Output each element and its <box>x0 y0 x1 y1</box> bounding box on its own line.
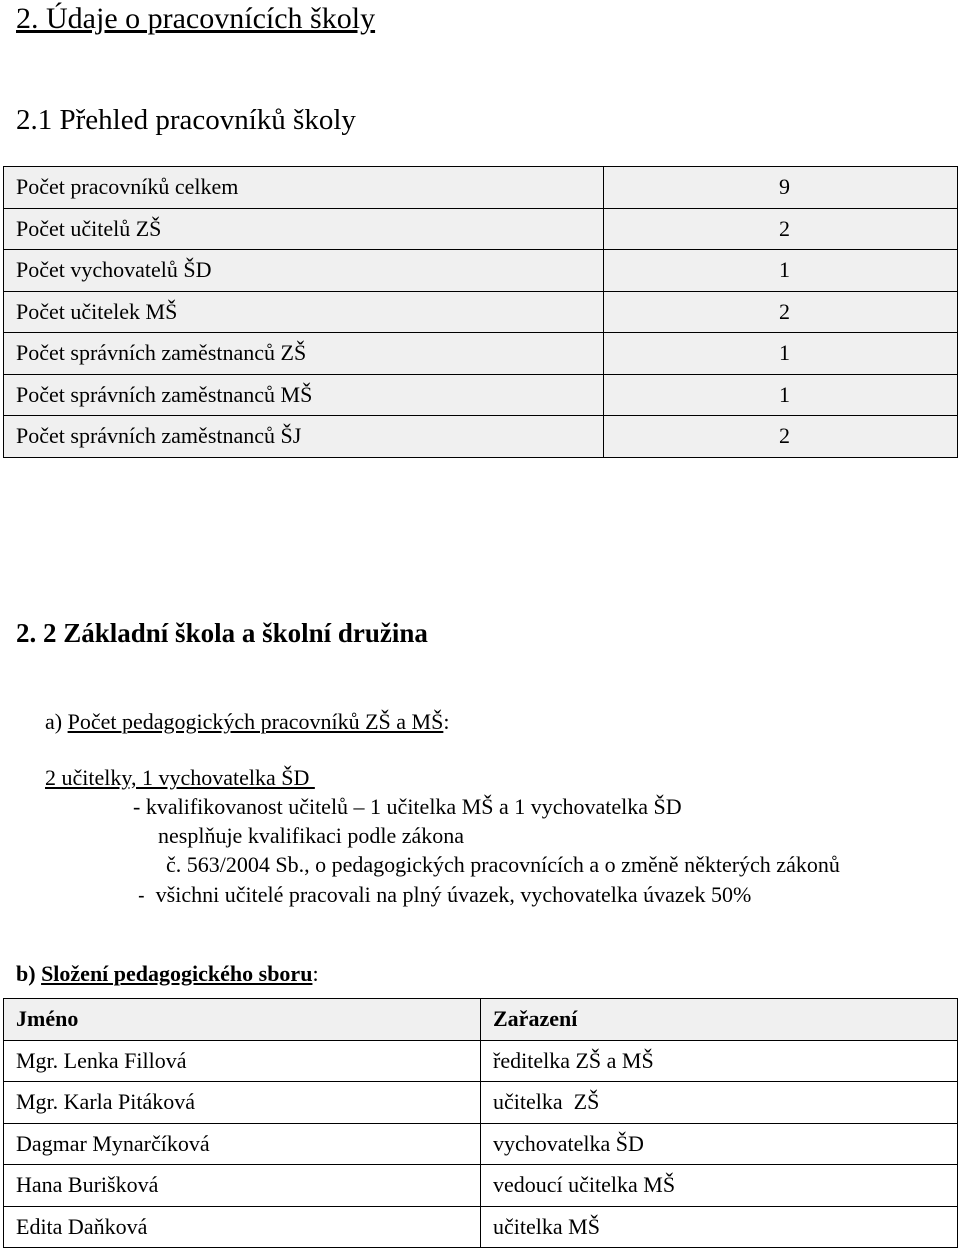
staff-role: ředitelka ZŠ a MŠ <box>481 1040 958 1082</box>
column-header-role: Zařazení <box>481 999 958 1041</box>
subsection-b-title: Složení pedagogického sboru <box>41 961 313 986</box>
subsection-b-heading <box>16 961 319 987</box>
staff-name: Edita Daňková <box>4 1206 481 1248</box>
subsection-b-prefix: b) <box>16 961 42 986</box>
staff-count-line: 2 učitelky, 1 vychovatelka ŠD <box>45 765 315 790</box>
law-title: , o pedagogických pracovnících a o změně některých zákonů <box>304 852 840 877</box>
table-row <box>4 416 958 458</box>
row-value: 9 <box>604 167 958 209</box>
page-heading: 2. Údaje o pracovnících školy <box>16 2 376 35</box>
row-value: 2 <box>604 291 958 333</box>
section-title-staff-overview: 2.1 Přehled pracovníků školy <box>16 104 356 136</box>
staff-name: Dagmar Mynarčíková <box>4 1123 481 1165</box>
row-label: Počet vychovatelů ŠD <box>4 250 604 292</box>
bullet-dash: - <box>138 885 145 907</box>
subsection-b-suffix: : <box>312 961 319 986</box>
staff-name: Mgr. Karla Pitáková <box>4 1082 481 1124</box>
law-reference-line <box>166 852 840 878</box>
table-row <box>4 208 958 250</box>
qualification-line: - kvalifikovanost učitelů – 1 učitelka MŠ a 1 vychovatelka ŠD <box>133 794 682 819</box>
subsection-a-suffix: : <box>443 709 450 734</box>
row-value: 2 <box>604 416 958 458</box>
subsection-a-heading <box>45 709 449 735</box>
row-label: Počet pracovníků celkem <box>4 167 604 209</box>
staff-name: Mgr. Lenka Fillová <box>4 1040 481 1082</box>
table-row <box>4 250 958 292</box>
table-header-row <box>4 999 958 1041</box>
row-value: 1 <box>604 374 958 416</box>
workload-line <box>138 882 751 908</box>
staff-role: učitelka ZŠ <box>481 1082 958 1124</box>
section-title-school: 2. 2 Základní škola a školní družina <box>16 618 428 648</box>
table-row <box>4 374 958 416</box>
subsection-a-title: Počet pedagogických pracovníků ZŠ a MŠ <box>67 709 444 734</box>
row-label: Počet správních zaměstnanců ŠJ <box>4 416 604 458</box>
table-row <box>4 1206 958 1248</box>
staff-name: Hana Burišková <box>4 1165 481 1207</box>
table-row <box>4 1165 958 1207</box>
subsection-a-prefix: a) <box>45 709 68 734</box>
table-row <box>4 167 958 209</box>
table-row <box>4 1082 958 1124</box>
row-value: 1 <box>604 333 958 375</box>
table-row <box>4 1040 958 1082</box>
staff-role: učitelka MŠ <box>481 1206 958 1248</box>
staff-role: vychovatelka ŠD <box>481 1123 958 1165</box>
table-row <box>4 333 958 375</box>
row-value: 1 <box>604 250 958 292</box>
row-value: 2 <box>604 208 958 250</box>
row-label: Počet učitelů ZŠ <box>4 208 604 250</box>
column-header-name: Jméno <box>4 999 481 1041</box>
qualification-line-cont: nesplňuje kvalifikaci podle zákona <box>158 823 465 848</box>
row-label: Počet správních zaměstnanců MŠ <box>4 374 604 416</box>
staff-table <box>3 998 958 1248</box>
row-label: Počet učitelek MŠ <box>4 291 604 333</box>
law-number: č. 563/2004 Sb. <box>166 852 305 877</box>
workload-text: všichni učitelé pracovali na plný úvazek, vychovatelka úvazek 50% <box>155 882 752 907</box>
staff-role: vedoucí učitelka MŠ <box>481 1165 958 1207</box>
row-label: Počet správních zaměstnanců ZŠ <box>4 333 604 375</box>
table-row <box>4 1123 958 1165</box>
table-row <box>4 291 958 333</box>
staff-overview-table <box>3 166 958 458</box>
